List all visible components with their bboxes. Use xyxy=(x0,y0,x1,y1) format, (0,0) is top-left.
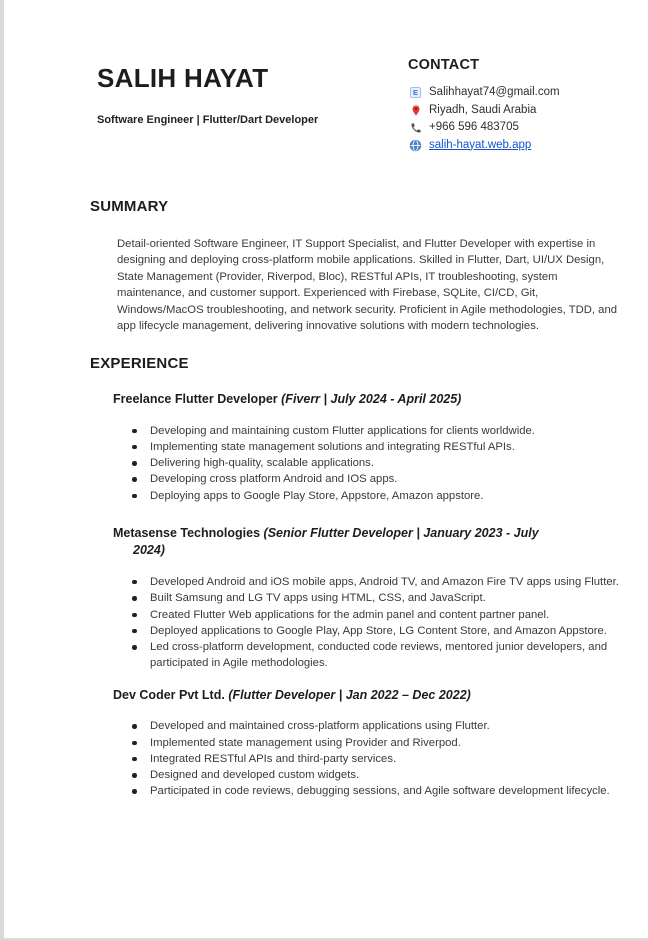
contact-phone-text: +966 596 483705 xyxy=(429,121,519,133)
bullet-item: Integrated RESTful APIs and third-party services. xyxy=(113,751,627,767)
job-entry-freelance xyxy=(113,391,627,504)
job-heading xyxy=(113,525,563,560)
job-meta: (Fiverr | July 2024 - April 2025) xyxy=(281,392,462,406)
summary-paragraph: Detail-oriented Software Engineer, IT Support Specialist, and Flutter Developer with expertise in designing and deploying cross-platform mobile applications. Skilled in Flutter, Dart, UI/UX Design, State Management (Provider, Riverpod, Bloc), RESTful APIs, IT troubleshooting, system maintenance, and customer support. Experienced with Firebase, SQLite, CI/CD, Git, Windows/MacOS troubleshooting, and network security. Proficient in Agile methodologies, TDD, and app lifecycle management, delivering innovative solutions with modern technologies. xyxy=(117,238,618,333)
bullet-item: Deploying apps to Google Play Store, Appstore, Amazon appstore. xyxy=(113,488,627,504)
bullet-item: Designed and developed custom widgets. xyxy=(113,767,627,783)
job-heading xyxy=(113,391,563,409)
experience-section xyxy=(90,355,627,800)
experience-heading: EXPERIENCE xyxy=(90,355,189,372)
email-icon-glyph: E xyxy=(412,87,418,97)
contact-section xyxy=(408,57,628,156)
page-left-edge xyxy=(0,0,4,940)
bullet-item: Led cross-platform development, conducted code reviews, mentored junior developers, and participated in Agile methodologies. xyxy=(113,639,627,672)
bullet-item: Deployed applications to Google Play, App Store, LG Content Store, and Amazon Appstore. xyxy=(113,623,627,639)
bullet-item: Implemented state management using Provider and Riverpod. xyxy=(113,735,627,751)
summary-section xyxy=(90,198,627,334)
contact-website-row xyxy=(408,139,628,152)
contact-phone-row xyxy=(408,121,628,134)
job-title: Metasense Technologies xyxy=(113,525,261,540)
website-link[interactable]: salih-hayat.web.app xyxy=(429,138,532,151)
job-title: Dev Coder Pvt Ltd. xyxy=(113,687,225,702)
job-meta: (Flutter Developer | Jan 2022 – Dec 2022) xyxy=(228,687,471,702)
contact-location-text: Riyadh, Saudi Arabia xyxy=(429,103,537,116)
phone-icon xyxy=(408,122,423,134)
location-pin-icon xyxy=(408,104,423,117)
person-name: SALIH HAYAT xyxy=(97,63,269,93)
email-icon xyxy=(408,87,423,98)
job-entry-devcoder xyxy=(113,687,627,800)
bullet-item: Built Samsung and LG TV apps using HTML, CSS, and JavaScript. xyxy=(113,590,627,606)
bullet-item: Developing cross platform Android and IOS apps. xyxy=(113,471,627,487)
globe-icon xyxy=(408,139,423,152)
bullet-item: Delivering high-quality, scalable applications. xyxy=(113,455,627,471)
job-bullet-list xyxy=(113,423,627,504)
bullet-item: Developed and maintained cross-platform applications using Flutter. xyxy=(113,718,627,734)
job-title: Freelance Flutter Developer xyxy=(113,392,278,406)
job-bullet-list xyxy=(113,574,627,672)
job-heading xyxy=(113,687,563,705)
job-entry-metasense xyxy=(113,525,627,672)
contact-email-row xyxy=(408,86,628,99)
bullet-item: Developing and maintaining custom Flutter applications for clients worldwide. xyxy=(113,423,627,439)
job-bullet-list xyxy=(113,718,627,799)
person-job-title: Software Engineer | Flutter/Dart Developer xyxy=(97,114,319,126)
bullet-item: Created Flutter Web applications for the admin panel and content partner panel. xyxy=(113,607,627,623)
bullet-item: Developed Android and iOS mobile apps, Android TV, and Amazon Fire TV apps using Flutter. xyxy=(113,574,627,590)
job-meta: (Senior Flutter Developer | January 2023 - July 2024) xyxy=(133,525,539,558)
summary-heading: SUMMARY xyxy=(90,198,169,215)
contact-heading: CONTACT xyxy=(408,57,480,73)
contact-location-row xyxy=(408,104,628,117)
contact-email-text: Salihhayat74@gmail.com xyxy=(429,86,560,98)
bullet-item: Participated in code reviews, debugging sessions, and Agile software development lifecycle. xyxy=(113,783,627,799)
bullet-item: Implementing state management solutions and integrating RESTful APIs. xyxy=(113,439,627,455)
